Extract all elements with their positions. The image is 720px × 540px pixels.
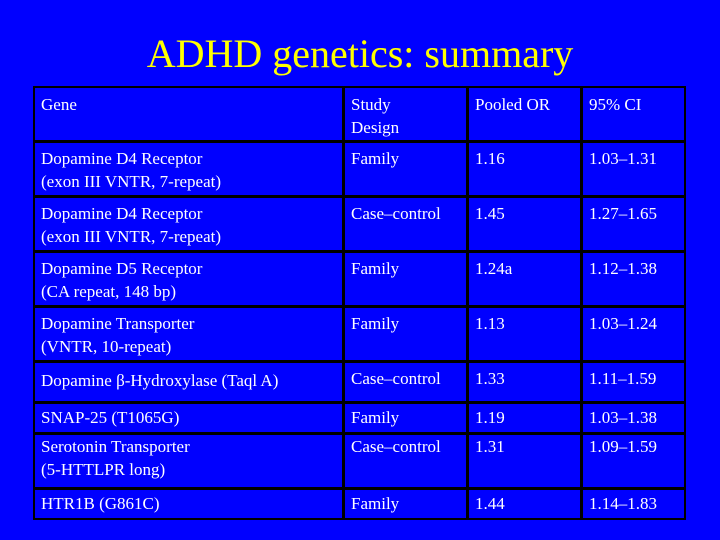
pooled-or-value: 1.19 (475, 408, 505, 427)
table-row-design (345, 143, 466, 195)
table-row-or (469, 198, 580, 250)
ci-value: 1.27–1.65 (589, 204, 657, 223)
gene-variant: (CA repeat, 148 bp) (41, 282, 177, 301)
table-row-ci (583, 435, 684, 487)
ci-value: 1.11–1.59 (589, 369, 657, 388)
table-row-design (345, 363, 466, 401)
table-row-or (469, 404, 580, 432)
gene-name: HTR1B (G861C) (41, 494, 160, 513)
table-row-design (345, 198, 466, 250)
table-row-ci (583, 363, 684, 401)
table-row-design (345, 404, 466, 432)
table-row-or (469, 363, 580, 401)
table-row-gene (35, 143, 342, 195)
slide-title: ADHD genetics: summary (146, 31, 574, 76)
table-row-gene (35, 404, 342, 432)
table-row-or (469, 143, 580, 195)
gene-name: Dopamine D5 Receptor (41, 259, 203, 278)
summary-table (33, 86, 686, 520)
ci-value: 1.03–1.31 (589, 149, 657, 168)
pooled-or-value: 1.13 (475, 314, 505, 333)
ci-value: 1.03–1.24 (589, 314, 657, 333)
gene-variant: (5-HTTLPR long) (41, 460, 166, 479)
table-row-gene (35, 253, 342, 305)
gene-name: Dopamine D4 Receptor (41, 149, 203, 168)
table-row-design (345, 490, 466, 518)
study-design: Family (351, 259, 400, 278)
table-row-gene (35, 490, 342, 518)
header-ci (583, 88, 684, 140)
table-row-ci (583, 404, 684, 432)
table-row-gene (35, 435, 342, 487)
ci-value: 1.12–1.38 (589, 259, 657, 278)
gene-variant: (exon III VNTR, 7-repeat) (41, 172, 222, 191)
table-row-design (345, 253, 466, 305)
ci-value: 1.14–1.83 (589, 494, 657, 513)
gene-name: Serotonin Transporter (41, 437, 190, 456)
header-study-design (345, 88, 466, 140)
table-row-design (345, 308, 466, 360)
table-row-gene (35, 198, 342, 250)
gene-name: SNAP-25 (T1065G) (41, 408, 180, 427)
study-design: Family (351, 408, 400, 427)
table-row-or (469, 490, 580, 518)
gene-variant: (VNTR, 10-repeat) (41, 337, 172, 356)
header-gene (35, 88, 342, 140)
table-row-ci (583, 308, 684, 360)
table-row-or (469, 308, 580, 360)
table-row-gene (35, 308, 342, 360)
table-row-design (345, 435, 466, 487)
header-pooled-or-label: Pooled OR (475, 95, 551, 114)
header-pooled-or (469, 88, 580, 140)
gene-variant: (exon III VNTR, 7-repeat) (41, 227, 222, 246)
header-ci-label: 95% CI (589, 95, 642, 114)
study-design: Case–control (351, 369, 441, 388)
table-row-ci (583, 143, 684, 195)
study-design: Case–control (351, 204, 441, 223)
header-design-line1: Study (351, 95, 391, 114)
pooled-or-value: 1.45 (475, 204, 505, 223)
header-design-line2: Design (351, 118, 400, 137)
gene-name: Dopamine Transporter (41, 314, 195, 333)
table-row-or (469, 253, 580, 305)
study-design: Family (351, 494, 400, 513)
pooled-or-value: 1.33 (475, 369, 505, 388)
table-row-gene (35, 363, 342, 401)
table-row-or (469, 435, 580, 487)
table-row-ci (583, 253, 684, 305)
pooled-or-value: 1.16 (475, 149, 505, 168)
study-design: Family (351, 149, 400, 168)
pooled-or-value: 1.24a (475, 259, 513, 278)
gene-name: Dopamine β-Hydroxylase (Taql A) (41, 371, 279, 390)
ci-value: 1.03–1.38 (589, 408, 657, 427)
pooled-or-value: 1.44 (475, 494, 505, 513)
ci-value: 1.09–1.59 (589, 437, 657, 456)
study-design: Case–control (351, 437, 441, 456)
pooled-or-value: 1.31 (475, 437, 505, 456)
header-gene-label: Gene (41, 95, 77, 114)
table-row-ci (583, 198, 684, 250)
gene-name: Dopamine D4 Receptor (41, 204, 203, 223)
study-design: Family (351, 314, 400, 333)
table-row-ci (583, 490, 684, 518)
